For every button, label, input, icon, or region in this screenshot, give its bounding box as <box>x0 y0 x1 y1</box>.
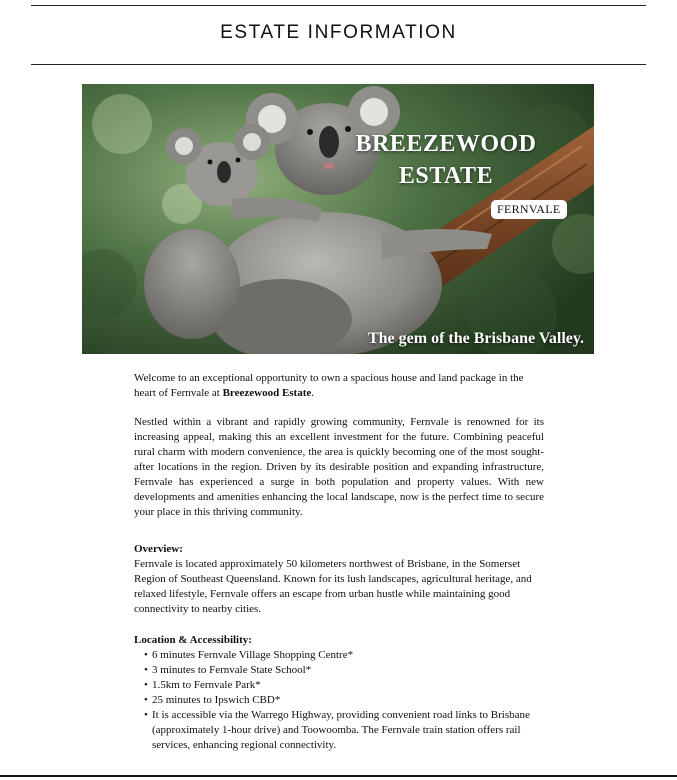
hero-title-line2: ESTATE <box>398 163 494 189</box>
hero-tagline: The gem of the Brisbane Valley. <box>367 330 584 347</box>
community-paragraph: Nestled within a vibrant and rapidly growing community, Fernvale is renowned for its increasing appeal, making this an excellent investment for the future. Combining peaceful rural charm with modern convenience, the area is quickly becoming one of the most sought-after locations in the region. Driven by its desirable position and expanding infrastructure, Fernvale has experienced a surge in both population and property values. With new developments and amenities enhancing the local landscape, now is the perfect time to secure your place in this thriving community. <box>134 416 544 518</box>
hero-title <box>336 128 556 192</box>
list-item: • 3 minutes to Fernvale State School* <box>144 663 544 678</box>
header-rule <box>31 64 646 65</box>
list-item: • 1.5km to Fernvale Park* <box>144 678 544 693</box>
hero-image <box>82 84 594 354</box>
hero-title-line1: BREEZEWOOD <box>355 131 537 157</box>
location-section <box>134 633 544 753</box>
location-list <box>134 648 544 753</box>
list-item: • It is accessible via the Warrego Highway, providing convenient road links to Brisbane (approximately 1-hour drive) and Toowoomba. The Fernvale train station offers rail services, enhancing regional connectivity. <box>144 708 544 753</box>
overview-heading: Overview: <box>134 543 183 555</box>
intro-paragraph <box>134 371 544 401</box>
location-heading: Location & Accessibility: <box>134 634 252 646</box>
overview-text: Fernvale is located approximately 50 kilometers northwest of Brisbane, in the Somerset Region of Southeast Queensland. Known for its lush landscapes, agricultural heritage, and relaxed lifestyle, Fernvale offers an escape from urban hustle while maintaining good connectivity to nearby cities. <box>134 558 532 615</box>
location-badge: FERNVALE <box>491 200 567 219</box>
estate-name: Breezewood Estate <box>222 387 312 399</box>
estate-description <box>134 371 544 753</box>
intro-text: Welcome to an exceptional opportunity to own a spacious house and land package in the heart of Fernvale at <box>134 372 524 399</box>
bottom-rule <box>0 775 677 777</box>
koala-photo-illustration <box>82 84 594 354</box>
page-title: ESTATE INFORMATION <box>220 22 457 43</box>
intro-text-end: . <box>311 387 315 399</box>
top-rule <box>31 5 646 6</box>
list-item: • 6 minutes Fernvale Village Shopping Centre* <box>144 648 544 663</box>
list-item: • 25 minutes to Ipswich CBD* <box>144 693 544 708</box>
overview-section <box>134 542 544 617</box>
